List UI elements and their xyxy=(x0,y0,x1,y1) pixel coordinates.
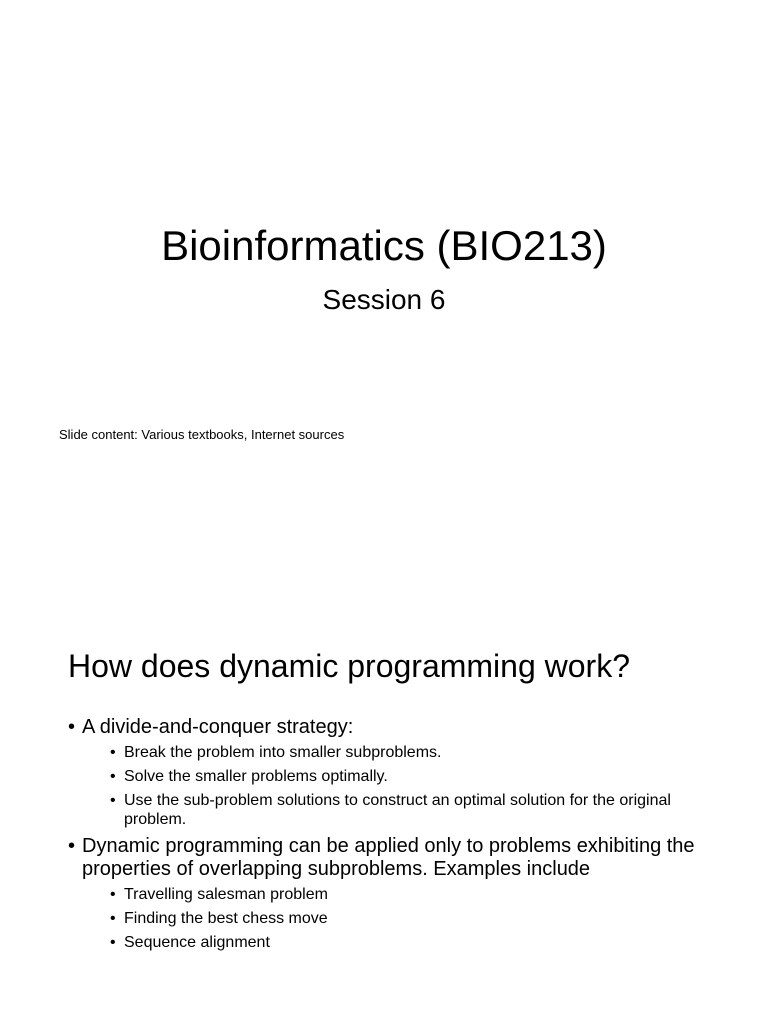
bullet-icon: • xyxy=(110,934,116,951)
content-slide xyxy=(0,512,768,1024)
sub-bullet-text: Break the problem into smaller subproblems. xyxy=(124,744,442,761)
sub-bullet-text: Sequence alignment xyxy=(124,934,270,951)
sub-bullet-text: Travelling salesman problem xyxy=(124,886,328,903)
bullet-icon: • xyxy=(68,716,76,738)
bullet-icon: • xyxy=(110,792,116,809)
bullet-text: Dynamic programming can be applied only to problems exhibiting the properties of overlapping subproblems. Examples include xyxy=(82,835,695,880)
sub-bullet-list xyxy=(82,743,718,829)
bullet-icon: • xyxy=(110,744,116,761)
sub-bullet-text: Use the sub-problem solutions to construct an optimal solution for the original problem. xyxy=(124,792,671,828)
bullet-icon: • xyxy=(110,886,116,903)
bullet-icon: • xyxy=(110,910,116,927)
slide-credit: Slide content: Various textbooks, Internet sources xyxy=(59,427,345,442)
sub-bullet-text: Finding the best chess move xyxy=(124,910,328,927)
slide-title: Bioinformatics (BIO213) xyxy=(161,222,607,269)
sub-bullet-item xyxy=(82,767,718,786)
sub-bullet-text: Solve the smaller problems optimally. xyxy=(124,768,388,785)
sub-bullet-item xyxy=(82,885,718,904)
bullet-item xyxy=(68,716,718,829)
sub-bullet-item xyxy=(82,743,718,762)
bullet-text: A divide-and-conquer strategy: xyxy=(82,716,354,738)
bullet-icon: • xyxy=(68,835,76,857)
sub-bullet-item xyxy=(82,791,718,829)
bullet-item xyxy=(68,835,718,952)
bullet-list xyxy=(68,716,718,957)
slide-subtitle: Session 6 xyxy=(322,284,446,315)
sub-bullet-item xyxy=(82,933,718,952)
sub-bullet-item xyxy=(82,909,718,928)
content-slide-title: How does dynamic programming work? xyxy=(68,648,630,684)
sub-bullet-list xyxy=(82,885,718,952)
bullet-icon: • xyxy=(110,768,116,785)
